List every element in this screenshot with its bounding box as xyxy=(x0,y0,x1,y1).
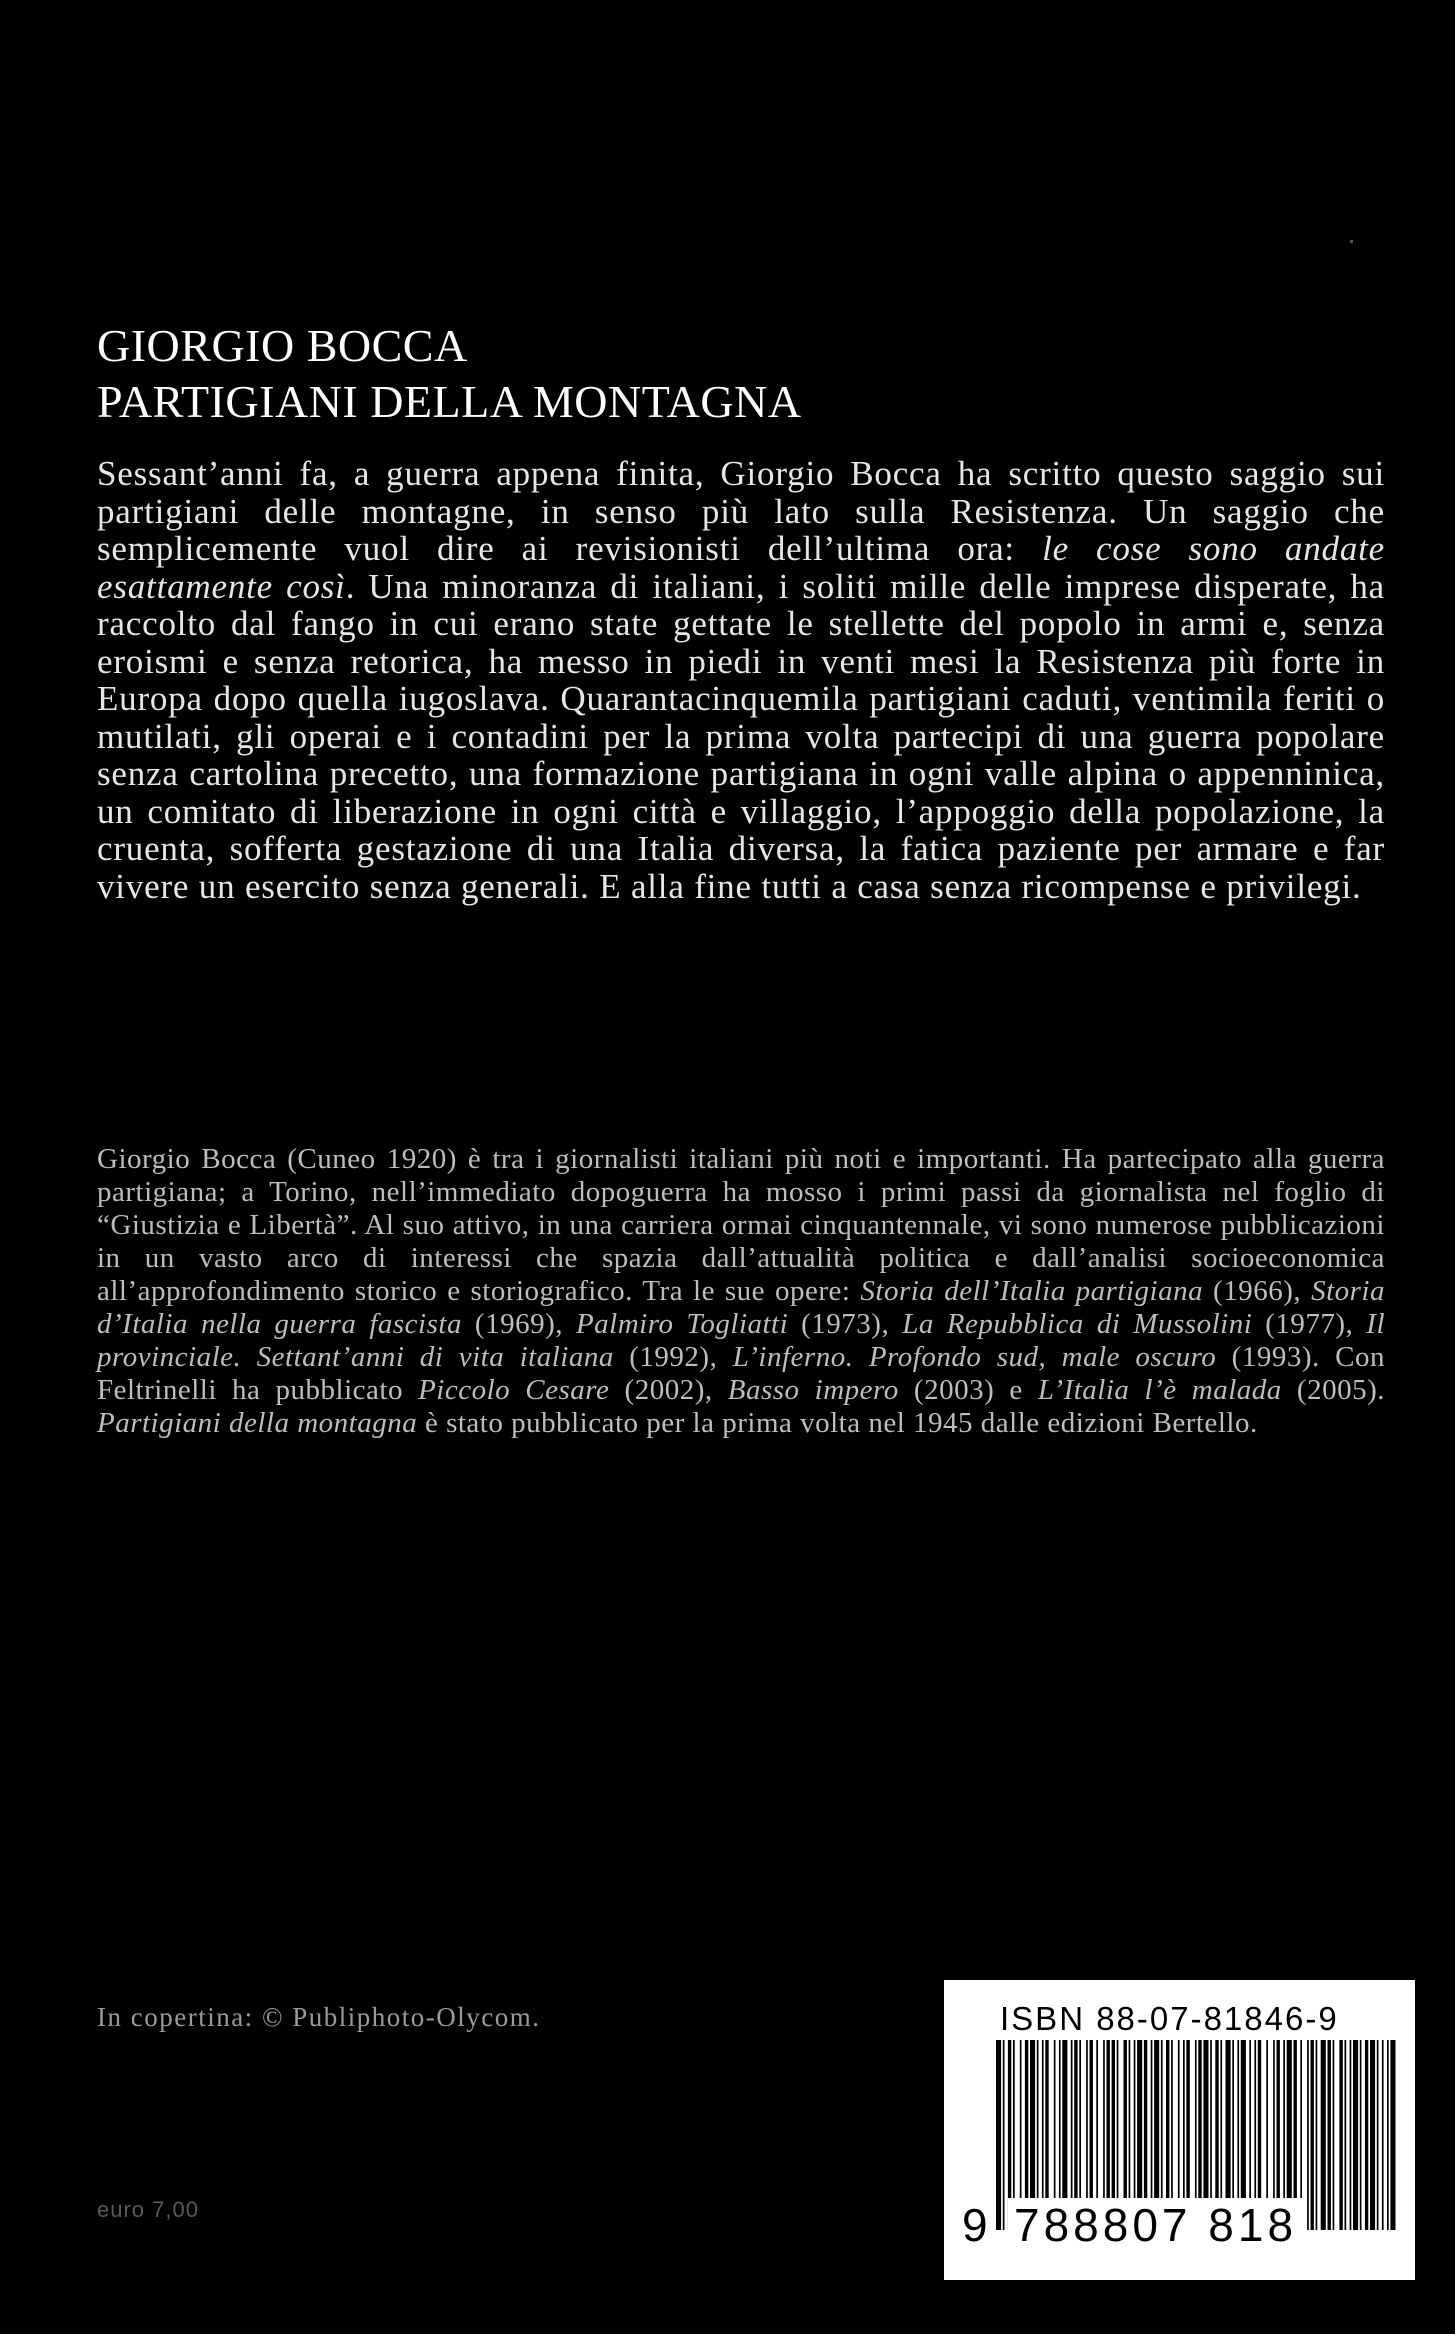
barcode-bar xyxy=(1353,2040,1358,2230)
author-biography xyxy=(97,1143,1385,1440)
barcode-bar xyxy=(1382,2040,1384,2230)
ean-leading-digit: 9 xyxy=(958,2198,992,2252)
barcode-bar xyxy=(1311,2040,1314,2230)
book-title-italic: La Repubblica di Mussolini xyxy=(902,1308,1253,1340)
book-title-italic: L’inferno. Profondo sud, male oscuro xyxy=(732,1341,1217,1373)
ean-digits: 788807 818 xyxy=(1008,2198,1303,2252)
barcode-bar xyxy=(1365,2040,1368,2230)
synopsis-paragraph xyxy=(97,455,1385,905)
barcode-bar xyxy=(1321,2040,1326,2230)
text-run: è stato pubblicato per la prima volta nel 1945 dalle edizioni Bertello. xyxy=(417,1407,1258,1439)
text-run: Sessant’anni fa, a guerra appena finita, Giorgio Bocca ha scritto questo saggio sui partigiani delle montagne, in senso più lato sulla Resistenza. Un saggio che semplicemente vuol dire ai revisionisti dell’ultima ora: xyxy=(97,454,1385,568)
text-run: (1973), xyxy=(788,1308,903,1340)
book-title-italic: Basso impero xyxy=(727,1374,899,1406)
title-block xyxy=(97,318,1357,430)
barcode-bar xyxy=(1350,2040,1352,2230)
text-run: (1966), xyxy=(1203,1275,1312,1307)
text-run: (2005). xyxy=(1281,1374,1385,1406)
barcode-bar xyxy=(996,2040,1001,2230)
text-run: (1969), xyxy=(461,1308,576,1340)
author-name: GIORGIO BOCCA xyxy=(97,320,468,371)
barcode-bar xyxy=(1345,2040,1347,2230)
text-run: (1993). Con Feltrinelli ha pubblicato xyxy=(97,1341,1385,1406)
barcode-bar xyxy=(1370,2040,1375,2230)
cover-photo-credit: In copertina: © Publiphoto-Olycom. xyxy=(97,2002,541,2032)
book-title: PARTIGIANI DELLA MONTAGNA xyxy=(97,376,802,427)
barcode-bar xyxy=(1328,2040,1331,2230)
text-run: (2003) e xyxy=(898,1374,1038,1406)
isbn-barcode xyxy=(944,1980,1415,2280)
barcode-bar xyxy=(1307,2040,1309,2230)
text-run: Giorgio Bocca (Cuneo 1920) è tra i giornalisti italiani più noti e importanti. Ha partecipato alla guerra partigiana; a Torino, nell’immediato dopoguerra ha mosso i primi passi da giornalista nel foglio di “Giustizia e Libertà”. Al suo attivo, in una carriera ormai cinquantennale, vi sono numerose pubblicazioni in un vasto arco di interessi che spazia dall’attualità politica e dall’analisi socioeconomica all’approfondimento storico e storiografico. Tra le sue opere: xyxy=(97,1143,1385,1307)
isbn-number: ISBN 88-07-81846-9 xyxy=(1000,2000,1339,2037)
book-title-italic: Storia d’Italia nella guerra fascista xyxy=(97,1275,1385,1340)
barcode-bar xyxy=(1387,2040,1389,2230)
book-title-italic: Storia dell’Italia partigiana xyxy=(860,1275,1204,1307)
barcode-bar xyxy=(1390,2040,1395,2230)
text-run: . Una minoranza di italiani, i soliti mille delle imprese disperate, ha raccolto dal fango in cui erano state gettate le stellette del popolo in armi e, senza eroismi e senza retorica, ha messo in piedi in venti mesi la Resistenza più forte in Europa dopo quella iugoslava. Quarantacinquemila partigiani caduti, ventimila feriti o mutilati, gli operai e i contadini per la prima volta partecipi di una guerra popolare senza cartolina precetto, una formazione partigiana in ogni valle alpina o appenninica, un comitato di liberazione in ogni città e villaggio, l’appoggio della popolazione, la cruenta, sofferta gestazione di una Italia diversa, la fatica paziente per armare e far vivere un esercito senza generali. E alla fine tutti a casa senza ricompense e privilegi. xyxy=(97,566,1385,906)
book-title-italic: le cose sono andate esattamente così xyxy=(97,529,1385,606)
price-label: euro 7,00 xyxy=(97,2197,199,2222)
barcode-bar xyxy=(1339,2040,1342,2230)
text-run: (1992), xyxy=(613,1341,733,1373)
barcode-bar xyxy=(1316,2040,1318,2230)
barcode-bar xyxy=(1360,2040,1362,2230)
text-run: (2002), xyxy=(609,1374,728,1406)
book-title-italic: Il provinciale. Settant’anni di vita italiana xyxy=(97,1308,1385,1373)
book-title-italic: Partigiani della montagna xyxy=(97,1407,418,1439)
text-run: (1977), xyxy=(1252,1308,1367,1340)
barcode-bar xyxy=(1377,2040,1379,2230)
book-title-italic: Palmiro Togliatti xyxy=(575,1308,789,1340)
barcode-bar xyxy=(1333,2040,1335,2230)
print-speck xyxy=(1350,240,1353,243)
book-title-italic: Piccolo Cesare xyxy=(418,1374,610,1406)
barcode-bar xyxy=(1003,2040,1005,2230)
book-title-italic: L’Italia l’è malada xyxy=(1037,1374,1282,1406)
